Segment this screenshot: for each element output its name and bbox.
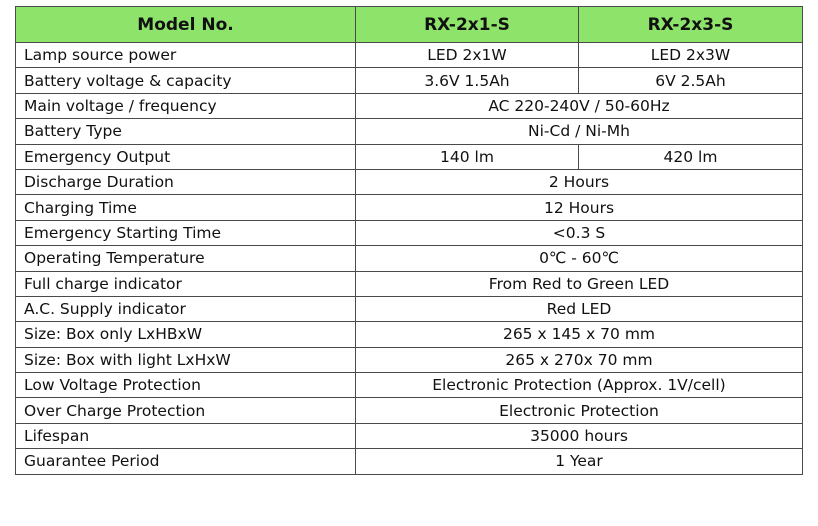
table-row [16, 169, 803, 194]
row-label: Battery voltage & capacity [16, 68, 356, 93]
row-value-shared: Electronic Protection (Approx. 1V/cell) [356, 373, 803, 398]
row-label: Lifespan [16, 423, 356, 448]
row-label: Size: Box with light LxHxW [16, 347, 356, 372]
row-value-model-1: LED 2x1W [356, 43, 579, 68]
row-label: Discharge Duration [16, 169, 356, 194]
row-value-shared: AC 220-240V / 50-60Hz [356, 93, 803, 118]
row-value-shared: 1 Year [356, 449, 803, 474]
table-row [16, 220, 803, 245]
row-label: A.C. Supply indicator [16, 296, 356, 321]
row-label: Operating Temperature [16, 246, 356, 271]
row-value-model-2: 6V 2.5Ah [579, 68, 803, 93]
row-label: Size: Box only LxHBxW [16, 322, 356, 347]
table-row [16, 347, 803, 372]
row-label: Over Charge Protection [16, 398, 356, 423]
row-label: Emergency Output [16, 144, 356, 169]
header-model-2: RX-2x3-S [579, 7, 803, 43]
spec-table-header [16, 7, 803, 43]
header-model-no: Model No. [16, 7, 356, 43]
row-label: Guarantee Period [16, 449, 356, 474]
row-value-model-2: LED 2x3W [579, 43, 803, 68]
row-label: Main voltage / frequency [16, 93, 356, 118]
table-row [16, 246, 803, 271]
spec-table [15, 6, 803, 475]
table-row [16, 93, 803, 118]
row-value-shared: 12 Hours [356, 195, 803, 220]
row-label: Battery Type [16, 119, 356, 144]
row-value-shared: Red LED [356, 296, 803, 321]
table-row [16, 449, 803, 474]
row-value-shared: 35000 hours [356, 423, 803, 448]
table-row [16, 296, 803, 321]
table-row [16, 398, 803, 423]
header-row [16, 7, 803, 43]
row-value-shared: 265 x 145 x 70 mm [356, 322, 803, 347]
row-value-model-1: 3.6V 1.5Ah [356, 68, 579, 93]
row-value-shared: <0.3 S [356, 220, 803, 245]
row-value-model-1: 140 lm [356, 144, 579, 169]
table-row [16, 68, 803, 93]
row-value-model-2: 420 lm [579, 144, 803, 169]
table-row [16, 322, 803, 347]
table-row [16, 144, 803, 169]
row-label: Low Voltage Protection [16, 373, 356, 398]
row-value-shared: From Red to Green LED [356, 271, 803, 296]
table-row [16, 271, 803, 296]
row-value-shared: 0℃ - 60℃ [356, 246, 803, 271]
table-row [16, 373, 803, 398]
row-value-shared: Ni-Cd / Ni-Mh [356, 119, 803, 144]
table-row [16, 119, 803, 144]
table-row [16, 43, 803, 68]
spec-table-body [16, 43, 803, 475]
table-row [16, 423, 803, 448]
row-value-shared: 2 Hours [356, 169, 803, 194]
table-row [16, 195, 803, 220]
row-value-shared: 265 x 270x 70 mm [356, 347, 803, 372]
row-label: Charging Time [16, 195, 356, 220]
row-value-shared: Electronic Protection [356, 398, 803, 423]
row-label: Emergency Starting Time [16, 220, 356, 245]
row-label: Lamp source power [16, 43, 356, 68]
header-model-1: RX-2x1-S [356, 7, 579, 43]
row-label: Full charge indicator [16, 271, 356, 296]
